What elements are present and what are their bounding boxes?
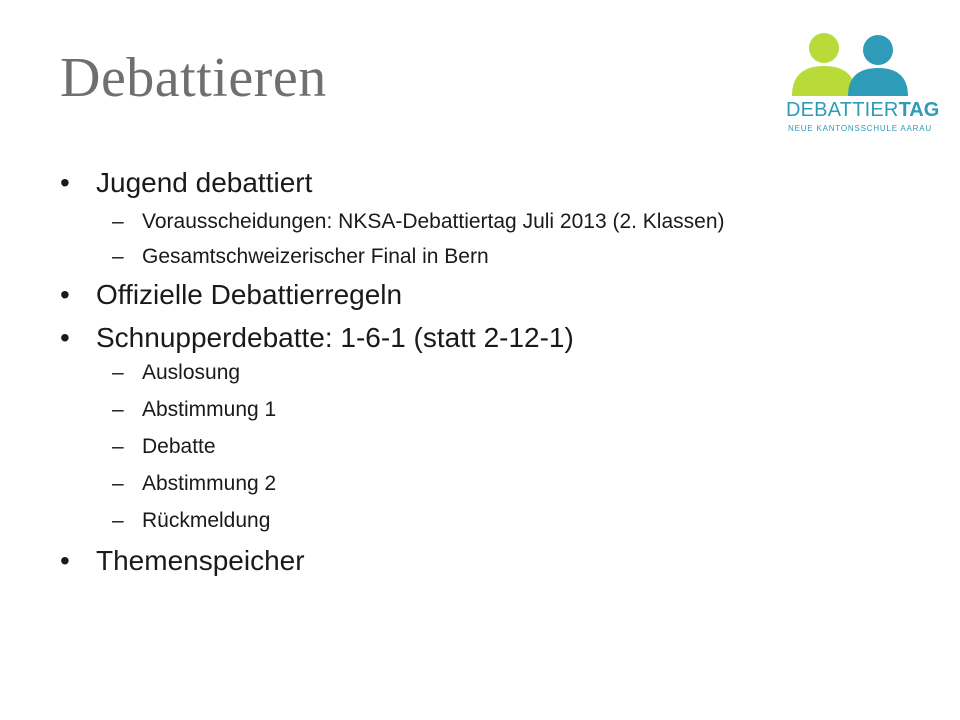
logo-figures-icon bbox=[786, 30, 926, 100]
dash-icon: – bbox=[112, 209, 124, 233]
slide-title: Debattieren bbox=[60, 47, 327, 109]
bullet-text: Offizielle Debattierregeln bbox=[96, 278, 403, 310]
sub-item-text: Gesamtschweizerischer Final in Bern bbox=[142, 244, 489, 268]
logo-subtitle: NEUE KANTONSSCHULE AARAU bbox=[788, 124, 932, 133]
bullet-icon: • bbox=[60, 545, 70, 577]
sub-item bbox=[60, 361, 920, 384]
dash-icon: – bbox=[112, 435, 124, 459]
bullet-icon: • bbox=[60, 322, 70, 354]
dash-icon: – bbox=[112, 472, 124, 496]
bullet-text: Themenspeicher bbox=[96, 545, 305, 577]
sub-item bbox=[60, 398, 920, 421]
dash-icon: – bbox=[112, 244, 124, 268]
bullet-text: Jugend debattiert bbox=[96, 167, 313, 198]
bullet-list bbox=[60, 166, 920, 578]
sub-item-text: Auslosung bbox=[142, 360, 241, 384]
bullet-item bbox=[60, 544, 920, 578]
dash-icon: – bbox=[112, 398, 124, 422]
bullet-item bbox=[60, 166, 920, 200]
bullet-item bbox=[60, 278, 920, 312]
dash-icon: – bbox=[112, 509, 124, 533]
sub-item-text: Abstimmung 2 bbox=[142, 472, 277, 496]
sub-item-text: Rückmeldung bbox=[142, 509, 271, 533]
bullet-item bbox=[60, 321, 920, 355]
sub-item-text: Abstimmung 1 bbox=[142, 398, 277, 422]
sub-item bbox=[60, 210, 920, 233]
bullet-icon: • bbox=[60, 167, 70, 198]
sub-item bbox=[60, 472, 920, 495]
logo-word-tag: TAG bbox=[898, 99, 940, 121]
sub-item-text: Debatte bbox=[142, 435, 216, 459]
sub-item bbox=[60, 435, 920, 458]
logo-word-debattier: DEBATTIER bbox=[786, 99, 899, 121]
sub-item bbox=[60, 245, 920, 268]
debattiertag-logo bbox=[786, 30, 940, 140]
bullet-icon: • bbox=[60, 278, 70, 310]
sub-item-text: Vorausscheidungen: NKSA-Debattiertag Juli 2013 (2. Klassen) bbox=[142, 209, 725, 233]
bullet-text: Schnupperdebatte: 1-6-1 (statt 2-12-1) bbox=[96, 322, 574, 354]
dash-icon: – bbox=[112, 360, 124, 384]
sub-item bbox=[60, 509, 920, 532]
logo-wordmark bbox=[786, 99, 940, 121]
